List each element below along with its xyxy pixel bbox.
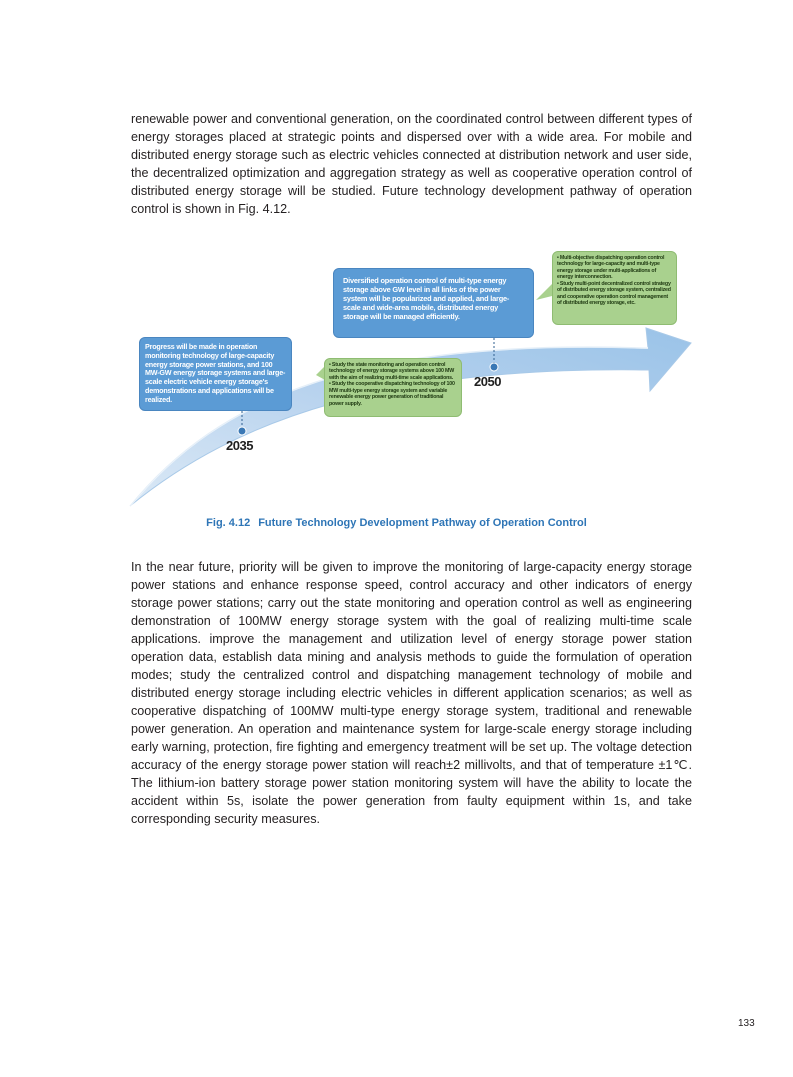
detail-2050-item: • Multi-objective dispatching operation control technology for large-capacity and multi-type energy storage under multi-applications of energy interconnection.	[557, 255, 665, 281]
year-label-2050: 2050	[474, 374, 501, 389]
caption-title: Future Technology Development Pathway of Operation Control	[258, 517, 587, 529]
marker-2035	[238, 427, 246, 435]
intro-paragraph: renewable power and conventional generation, on the coordinated control between different types of energy storages placed at strategic points and dispersed over with a wide area. For mobile and distributed energy storage such as electric vehicles connected at distribution network and user side, the decentralized optimization and aggregation strategy as well as cooperative operation control of distributed energy storage will be studied. Future technology development pathway of operation control is shown in Fig. 4.12.	[131, 112, 692, 216]
marker-2050	[490, 363, 498, 371]
detail-2035-item: • Study the state monitoring and operation control technology of energy storage systems above 100 MW with the aim of realizing multi-time scale applications.	[329, 362, 455, 381]
callout-2050-summary: Diversified operation control of multi-type energy storage above GW level in all links of the power system will be popularized and applied, and large-scale and wide-area mobile, distributed energy storage will be managed efficiently.	[333, 268, 534, 338]
detail-2050-item: • Study multi-point decentralized control strategy of distributed energy storage system, centralized and cooperative operation control management of distributed energy storage, etc.	[557, 280, 671, 307]
main-paragraph: In the near future, priority will be given to improve the monitoring of large-capacity energy storage power stations and enhance response speed, control accuracy and other indicators of energy storage power stations; carry out the state monitoring and operation control as well as engineering demonstration of 100MW energy storage system with the goal of realizing multi-time scale applications. improve the management and utilization level of energy storage power station operation data, establish data mining and analysis methods to guide the formulation of operation modes; study the centralized control and dispatching management technology of mobile and distributed energy storage including electric vehicles in different application scenarios; as well as cooperative dispatching of 100MW multi-type energy storage system, traditional and renewable power generation. An operation and maintenance system for large-scale energy storage including early warning, protection, fire fighting and emergency treatment will be set up. The voltage detection accuracy of the energy storage power station will reach±2 millivolts, and that of temperature ±1℃. The lithium-ion battery storage power station monitoring system will have the ability to locate the accident within 5s, isolate the power generation from faulty equipment within 1s, and take corresponding security measures.	[131, 560, 692, 826]
year-label-2035: 2035	[226, 438, 253, 453]
detail-2035-item: • Study the cooperative dispatching technology of 100 MW multi-type energy storage system and variable renewable energy power generation of traditional power supply.	[329, 381, 455, 407]
figure-caption	[0, 517, 793, 529]
callout-2050-detail	[552, 251, 677, 325]
pointer-detail-2050	[536, 284, 552, 300]
caption-number: Fig. 4.12	[206, 517, 251, 529]
page-number: 133	[738, 1018, 755, 1029]
callout-2035-summary: Progress will be made in operation monitoring technology of large-capacity energy storage power stations, and 100 MW-GW energy storage systems and large-scale electric vehicle energy storage's demonstrations and applications will be realized.	[139, 337, 292, 411]
callout-2035-detail	[324, 358, 462, 417]
pathway-figure	[128, 248, 694, 510]
